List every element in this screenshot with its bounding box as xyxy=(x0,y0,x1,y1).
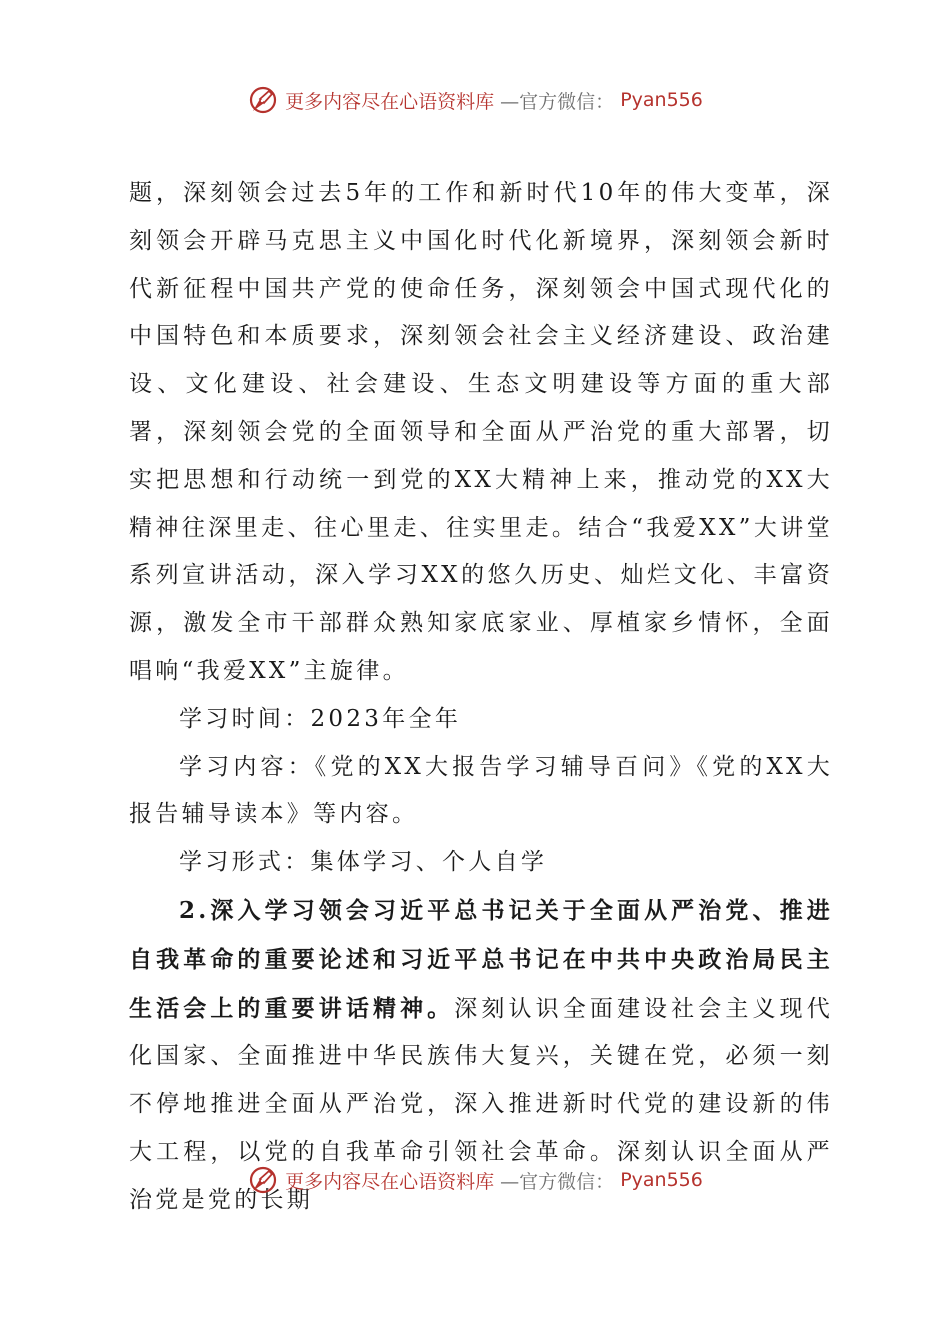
section-2-heading: 2.深入学习领会习近平总书记关于全面从严治党、推进自我革命的重要论述和习近平总书记在中共中央政治局民主生活会上的重要讲话精神。 xyxy=(129,896,833,1022)
section-2-body: 深刻认识全面建设社会主义现代化国家、全面推进中华民族伟大复兴，关键在党，必须一刻不停地推进全面从严治党，深入推进新时代党的建设新的伟大工程，以党的自我革命引领社会革命。深刻认识全面从严治党是党的长期 xyxy=(129,995,833,1213)
pen-nib-icon xyxy=(247,1164,279,1196)
watermark-brand-text: 更多内容尽在心语资料库 xyxy=(285,90,495,113)
document-body xyxy=(129,170,833,1225)
watermark-wechat-id: Pyan556 xyxy=(620,89,703,111)
watermark-wechat-label: —官方微信： xyxy=(500,90,615,113)
watermark-banner-bottom xyxy=(0,1164,950,1196)
study-content-line: 学习内容：《党的XX大报告学习辅导百问》《党的XX大报告辅导读本》等内容。 xyxy=(129,753,833,828)
study-form-line: 学习形式：集体学习、个人自学 xyxy=(179,849,548,876)
watermark-brand-text: 更多内容尽在心语资料库 xyxy=(285,1170,495,1193)
watermark-wechat-label: —官方微信： xyxy=(500,1170,615,1193)
watermark-banner-top xyxy=(0,84,950,116)
pen-nib-icon xyxy=(247,84,279,116)
paragraph-intro-continued: 题，深刻领会过去5年的工作和新时代10年的伟大变革，深刻领会开辟马克思主义中国化时代化新境界，深刻领会新时代新征程中国共产党的使命任务，深刻领会中国式现代化的中国特色和本质要求，深刻领会社会主义经济建设、政治建设、文化建设、社会建设、生态文明建设等方面的重大部署，深刻领会党的全面领导和全面从严治党的重大部署，切实把思想和行动统一到党的XX大精神上来，推动党的XX大精神往深里走、往心里走、往实里走。结合“我爱XX”大讲堂系列宣讲活动，深入学习XX的悠久历史、灿烂文化、丰富资源，激发全市干部群众熟知家底家业、厚植家乡情怀，全面唱响“我爱XX”主旋律。 xyxy=(129,180,833,684)
study-time-line: 学习时间：2023年全年 xyxy=(179,705,462,732)
watermark-wechat-id: Pyan556 xyxy=(620,1169,703,1191)
